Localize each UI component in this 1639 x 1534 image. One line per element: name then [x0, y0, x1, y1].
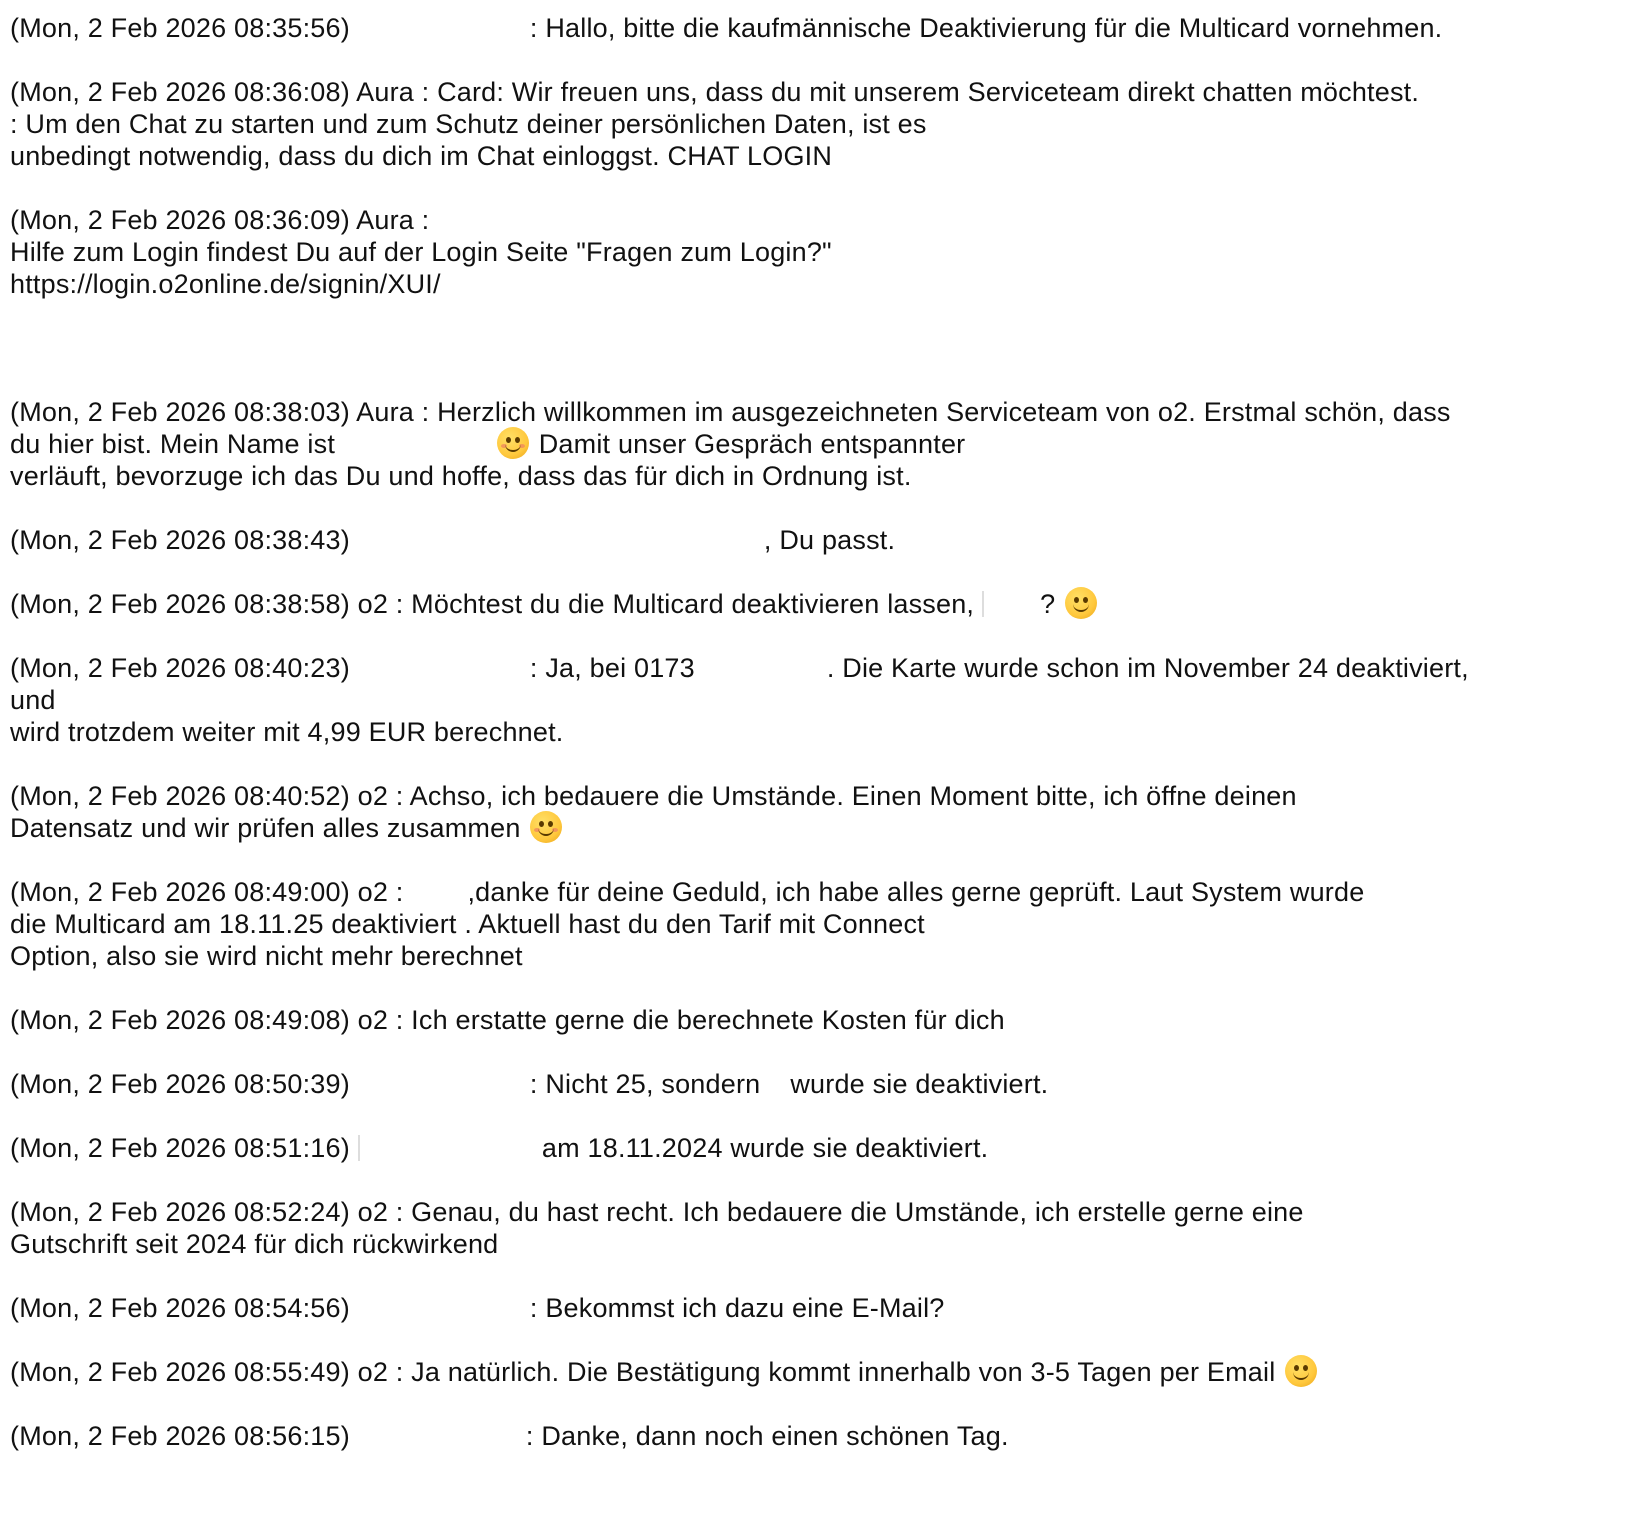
- message-line: [10, 427, 965, 461]
- timestamp: (Mon, 2 Feb 2026 08:38:03): [10, 397, 350, 427]
- message-text: Datensatz und wir prüfen alles zusammen: [10, 813, 521, 843]
- message-text: o2 : Ich erstatte gerne die berechnete Kosten für dich: [357, 1005, 1005, 1035]
- timestamp: (Mon, 2 Feb 2026 08:49:00): [10, 877, 350, 907]
- timestamp: (Mon, 2 Feb 2026 08:38:58): [10, 589, 350, 619]
- redaction-mark: [358, 1135, 360, 1161]
- message-text: wurde sie deaktiviert.: [790, 1069, 1049, 1099]
- message-text: o2 : Möchtest du die Multicard deaktivieren lassen,: [357, 589, 975, 619]
- message-line: [10, 683, 56, 717]
- message-line: [10, 1195, 1304, 1229]
- message-text: ,danke für deine Geduld, ich habe alles gerne geprüft. Laut System wurde: [467, 877, 1365, 907]
- message-text: Aura : Card: Wir freuen uns, dass du mit unserem Serviceteam direkt chatten möchtest.: [356, 77, 1420, 107]
- message-text: am 18.11.2024 wurde sie deaktiviert.: [541, 1133, 989, 1163]
- message-text: : Bekommst ich dazu eine E-Mail?: [529, 1293, 945, 1323]
- message-line: [10, 203, 429, 237]
- message-line: [10, 651, 1469, 685]
- message-line: [10, 1227, 498, 1261]
- message-text: : Nicht 25, sondern: [529, 1069, 761, 1099]
- message-text: Gutschrift seit 2024 für dich rückwirkend: [10, 1229, 499, 1259]
- message-line: [10, 715, 564, 749]
- message-line: [10, 1291, 945, 1325]
- message-line: [10, 1131, 988, 1165]
- message-text: ?: [1040, 589, 1056, 619]
- link-text[interactable]: https://login.o2online.de/signin/XUI/: [10, 269, 441, 299]
- smiling-face-emoji-icon: [530, 811, 562, 843]
- redaction-mark: [982, 591, 984, 617]
- message-line: [10, 459, 912, 493]
- timestamp: (Mon, 2 Feb 2026 08:54:56): [10, 1293, 350, 1323]
- message-text: verläuft, bevorzuge ich das Du und hoffe, dass das für dich in Ordnung ist.: [10, 461, 912, 491]
- message-text: du hier bist. Mein Name ist: [10, 429, 336, 459]
- message-line: [10, 907, 925, 941]
- message-line: [10, 235, 832, 269]
- message-line: [10, 779, 1297, 813]
- timestamp: (Mon, 2 Feb 2026 08:49:08): [10, 1005, 350, 1035]
- message-text: Hilfe zum Login findest Du auf der Login Seite "Fragen zum Login?": [10, 237, 832, 267]
- slightly-smiling-face-emoji-icon: [1285, 1355, 1317, 1387]
- message-text: : Ja, bei 0173: [529, 653, 695, 683]
- timestamp: (Mon, 2 Feb 2026 08:55:49): [10, 1357, 350, 1387]
- message-line: [10, 267, 441, 301]
- message-text: die Multicard am 18.11.25 deaktiviert . Aktuell hast du den Tarif mit Connect: [10, 909, 925, 939]
- message-text: : Hallo, bitte die kaufmännische Deaktivierung für die Multicard vornehmen.: [529, 13, 1443, 43]
- timestamp: (Mon, 2 Feb 2026 08:40:23): [10, 653, 350, 683]
- timestamp: (Mon, 2 Feb 2026 08:56:15): [10, 1421, 350, 1451]
- timestamp: (Mon, 2 Feb 2026 08:40:52): [10, 781, 350, 811]
- timestamp: (Mon, 2 Feb 2026 08:51:16): [10, 1133, 350, 1163]
- message-text: : Danke, dann noch einen schönen Tag.: [525, 1421, 1009, 1451]
- timestamp: (Mon, 2 Feb 2026 08:50:39): [10, 1069, 350, 1099]
- message-text: und: [10, 685, 56, 715]
- message-line: [10, 75, 1419, 109]
- slightly-smiling-face-emoji-icon: [1065, 587, 1097, 619]
- message-line: [10, 811, 564, 845]
- message-line: [10, 1067, 1048, 1101]
- message-text: o2 : Ja natürlich. Die Bestätigung kommt innerhalb von 3-5 Tagen per Email: [357, 1357, 1276, 1387]
- message-text: o2 :: [357, 877, 404, 907]
- message-text: Aura :: [356, 205, 430, 235]
- message-line: [10, 875, 1364, 909]
- message-text: Damit unser Gespräch entspannter: [538, 429, 966, 459]
- message-line: [10, 1003, 1005, 1037]
- message-text: , Du passt.: [763, 525, 896, 555]
- timestamp: (Mon, 2 Feb 2026 08:52:24): [10, 1197, 350, 1227]
- timestamp: (Mon, 2 Feb 2026 08:36:08): [10, 77, 350, 107]
- message-line: [10, 139, 832, 173]
- message-line: [10, 587, 1099, 621]
- message-line: [10, 1419, 1009, 1453]
- message-line: [10, 395, 1451, 429]
- message-line: [10, 107, 927, 141]
- message-text: wird trotzdem weiter mit 4,99 EUR berechnet.: [10, 717, 564, 747]
- timestamp: (Mon, 2 Feb 2026 08:38:43): [10, 525, 350, 555]
- timestamp: (Mon, 2 Feb 2026 08:36:09): [10, 205, 350, 235]
- message-line: [10, 1355, 1319, 1389]
- message-text: o2 : Achso, ich bedauere die Umstände. Einen Moment bitte, ich öffne deinen: [357, 781, 1297, 811]
- smiling-face-emoji-icon: [497, 427, 529, 459]
- timestamp: (Mon, 2 Feb 2026 08:35:56): [10, 13, 350, 43]
- message-line: [10, 11, 1442, 45]
- message-line: [10, 939, 523, 973]
- message-text: o2 : Genau, du hast recht. Ich bedauere die Umstände, ich erstelle gerne eine: [357, 1197, 1304, 1227]
- message-text: Aura : Herzlich willkommen im ausgezeichneten Serviceteam von o2. Erstmal schön, dass: [356, 397, 1451, 427]
- message-text: . Die Karte wurde schon im November 24 deaktiviert,: [826, 653, 1469, 683]
- message-line: [10, 523, 895, 557]
- message-text: unbedingt notwendig, dass du dich im Chat einloggst. CHAT LOGIN: [10, 141, 833, 171]
- message-text: : Um den Chat zu starten und zum Schutz deiner persönlichen Daten, ist es: [10, 109, 927, 139]
- message-text: Option, also sie wird nicht mehr berechnet: [10, 941, 523, 971]
